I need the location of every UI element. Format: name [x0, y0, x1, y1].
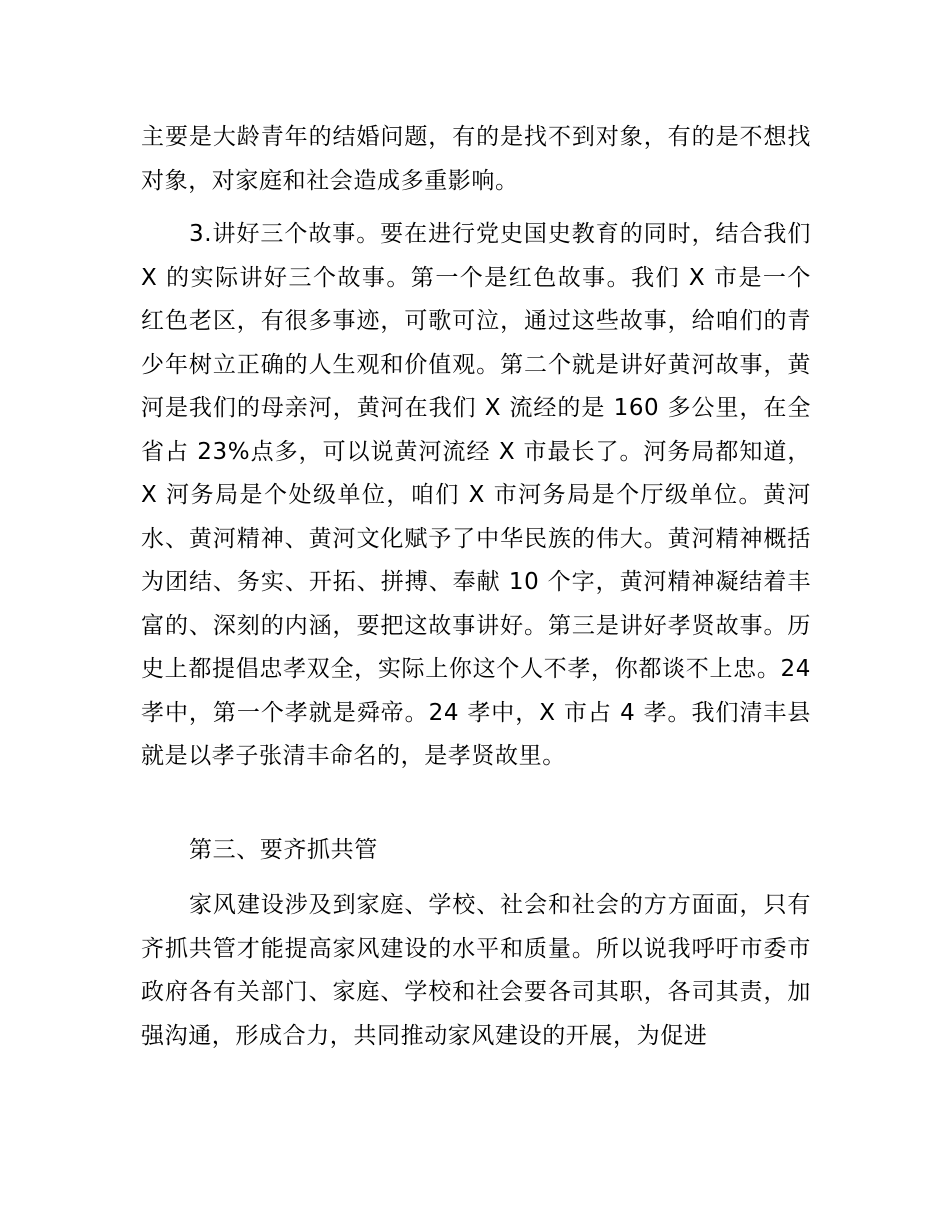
paragraph-text: 3.讲好三个故事。要在进行党史国史教育的同时，结合我们 X 的实际讲好三个故事。第一个是红色故事。我们 X 市是一个红色老区，有很多事迹，可歌可泣，通过这些故事，给咱们的青少年树立正确的人生观和价值观。第二个就是讲好黄河故事，黄河是我们的母亲河，黄河在我们 X 流经的是 160 多公里，在全省占 23%点多，可以说黄河流经 X 市最长了。河务局都知道，X 河务局是个处级单位，咱们 X 市河务局是个厅级单位。黄河水、黄河精神、黄河文化赋予了中华民族的伟大。黄河精神概括为团结、务实、开拓、拼搏、奉献 10 个字，黄河精神凝结着丰富的、深刻的内涵，要把这故事讲好。第三是讲好孝贤故事。历史上都提倡忠孝双全，实际上你这个人不孝，你都谈不上忠。24 孝中，第一个孝就是舜帝。24 孝中，X 市占 4 孝。我们清丰县就是以孝子张清丰命名的，是孝贤故里。 — [141, 221, 811, 769]
heading-text: 第三、要齐抓共管 — [189, 837, 378, 863]
paragraph-continuation — [141, 116, 811, 203]
paragraph-three-stories — [141, 213, 811, 779]
paragraph-family-style — [141, 884, 811, 1058]
section-heading — [141, 829, 811, 873]
paragraph-text: 主要是大龄青年的结婚问题，有的是找不到对象，有的是不想找对象，对家庭和社会造成多重影响。 — [141, 124, 811, 194]
paragraph-text: 家风建设涉及到家庭、学校、社会和社会的方方面面，只有齐抓共管才能提高家风建设的水平和质量。所以说我呼吁市委市政府各有关部门、家庭、学校和社会要各司其职，各司其责，加强沟通，形成合力，共同推动家风建设的开展，为促进 — [141, 892, 811, 1049]
